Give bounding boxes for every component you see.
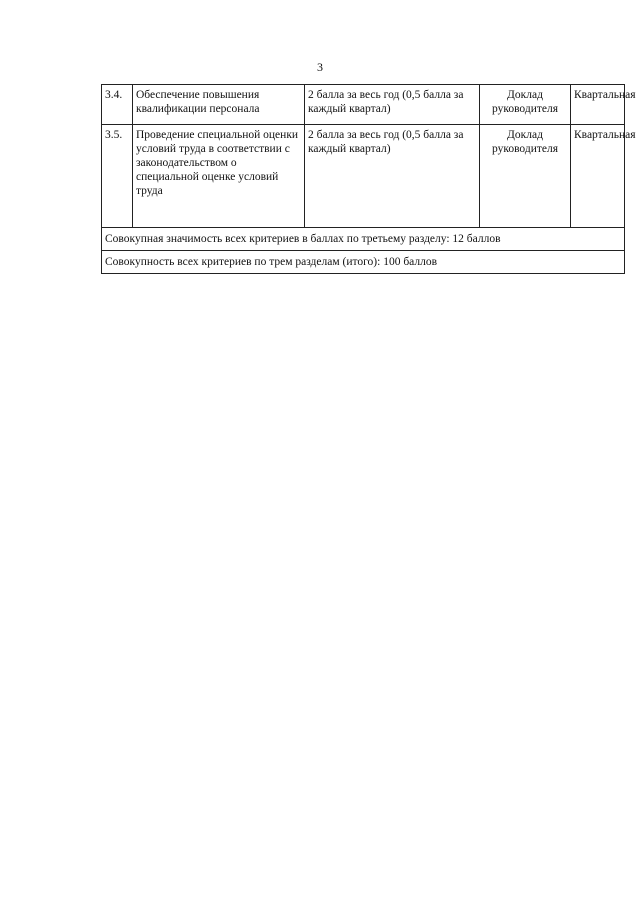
report-form: Доклад руководителя (480, 85, 571, 125)
criterion-points: 2 балла за весь год (0,5 балла за каждый квартал) (305, 125, 480, 228)
row-number: 3.5. (102, 125, 133, 228)
section-total: Совокупная значимость всех критериев в баллах по третьему разделу: 12 баллов (102, 228, 625, 251)
section-total-row (102, 228, 625, 251)
page-number: 3 (317, 60, 323, 74)
criteria-table (101, 84, 636, 274)
report-form: Доклад руководителя (480, 125, 571, 228)
table-row (102, 85, 625, 125)
grand-total-row (102, 251, 625, 274)
criterion-name: Обеспечение повышения квалификации персонала (133, 85, 305, 125)
report-period: Квартальная (571, 125, 625, 228)
grand-total: Совокупность всех критериев по трем разделам (итого): 100 баллов (102, 251, 625, 274)
row-number: 3.4. (102, 85, 133, 125)
report-period: Квартальная (571, 85, 625, 125)
criterion-points: 2 балла за весь год (0,5 балла за каждый квартал) (305, 85, 480, 125)
criterion-name: Проведение специальной оценки условий труда в соответствии с законодательством о специальной оценке условий труда (133, 125, 305, 228)
table-row (102, 125, 625, 228)
